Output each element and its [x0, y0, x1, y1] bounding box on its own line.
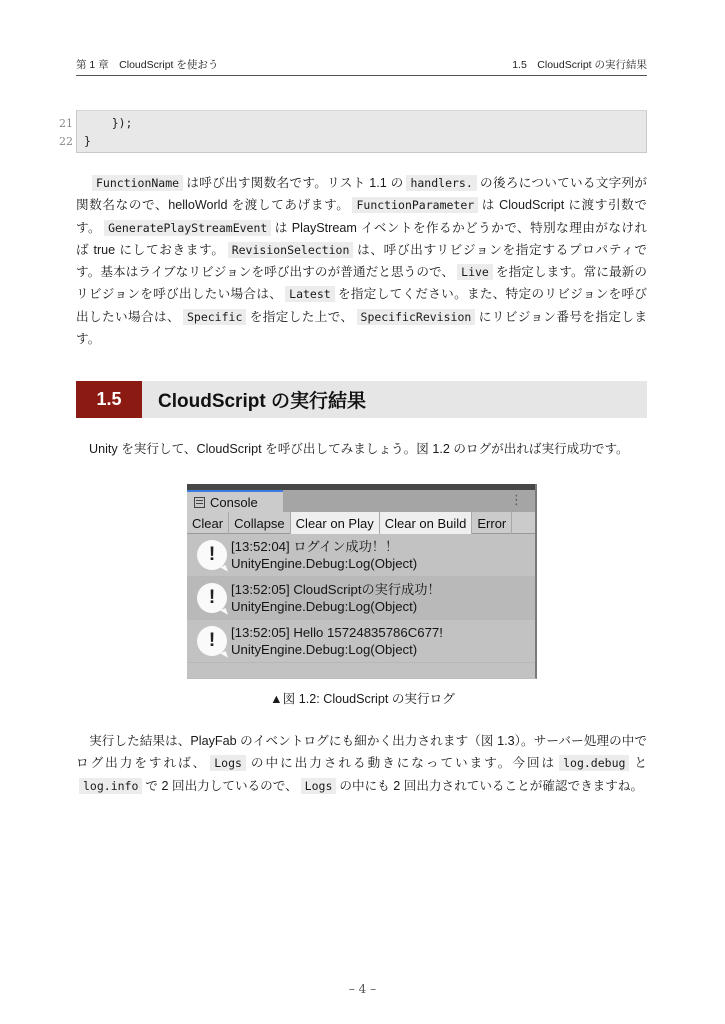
inline-code: handlers. — [406, 175, 476, 191]
tab-row — [187, 490, 535, 512]
info-message-icon: ! — [197, 626, 227, 656]
section-number: 1.5 — [76, 381, 142, 418]
clear-button[interactable]: Clear — [187, 512, 229, 534]
tab-console[interactable] — [187, 490, 283, 512]
info-message-icon: ! — [197, 583, 227, 613]
text: と — [632, 756, 648, 771]
paragraph-function-parameters — [76, 172, 647, 350]
log-entry[interactable] — [187, 534, 535, 577]
log-message: [13:52:05] CloudScriptの実行成功！ — [231, 582, 441, 597]
log-entry[interactable] — [187, 577, 535, 620]
code-text: } — [84, 134, 91, 148]
code-listing — [59, 110, 647, 153]
section-heading — [76, 381, 647, 418]
text: の中に出力される動きになっています。今回は — [248, 756, 557, 771]
log-stacktrace: UnityEngine.Debug:Log(Object) — [231, 599, 418, 614]
log-message: [13:52:05] Hello 15724835786C677! — [231, 625, 443, 640]
inline-code: Latest — [285, 286, 335, 302]
line-number: 21 — [59, 117, 73, 130]
inline-code: log.info — [79, 778, 142, 794]
log-message: [13:52:04] ログイン成功！！ — [231, 539, 399, 554]
inline-code: GeneratePlayStreamEvent — [104, 220, 271, 236]
text: は CloudScript に渡す引数です。 — [76, 198, 647, 235]
text: は PlayStream イベントを作るかどうかで、特別な理由がなければ true にしておきます。 — [76, 220, 647, 257]
text: を指定してください。また、特定のリビジョンを呼び出したい場合は、 — [76, 287, 648, 324]
log-text — [231, 538, 417, 572]
section-running-title: 1.5 CloudScript の実行結果 — [512, 59, 647, 71]
text: は、呼び出すリビジョンを指定するプロパティです。基本はライブなリビジョンを呼び出すのが普通だと思うので、 — [76, 242, 647, 280]
paragraph-intro — [76, 438, 647, 460]
inline-code: FunctionName — [92, 175, 183, 191]
clear-on-play-toggle[interactable]: Clear on Play — [291, 512, 380, 534]
text: 実行した結果は、PlayFab のイベントログにも細かく出力されます（図 1.3）。サーバー処理の中でログ出力をすれば、 — [76, 734, 647, 771]
collapse-toggle[interactable]: Collapse — [229, 512, 291, 534]
inline-code: Logs — [210, 755, 246, 771]
text: にリビジョン番号を指定します。 — [76, 309, 648, 347]
text: を指定します。常に最新のリビジョンを呼び出したい場合は、 — [76, 265, 647, 302]
code-line — [59, 114, 646, 133]
info-message-icon: ! — [197, 540, 227, 570]
inline-code: SpecificRevision — [357, 309, 476, 325]
console-toolbar — [187, 512, 535, 534]
log-text — [231, 581, 441, 615]
console-screenshot-figure — [187, 484, 537, 679]
text: を指定した上で、 — [249, 309, 354, 324]
code-line — [59, 132, 646, 151]
chapter-title: 第 1 章 CloudScript を使おう — [76, 59, 219, 71]
tab-label: Console — [210, 494, 258, 510]
inline-code: Live — [457, 264, 493, 280]
text: で 2 回出力しているので、 — [145, 778, 298, 793]
console-list-icon — [194, 497, 205, 508]
inline-code: Logs — [301, 778, 337, 794]
error-pause-toggle[interactable]: Error — [472, 512, 512, 534]
inline-code: RevisionSelection — [228, 242, 354, 258]
text: の中にも 2 回出力されていることが確認できますね。 — [339, 778, 644, 793]
running-header — [76, 58, 647, 76]
text: は呼び出す関数名です。リスト 1.1 の — [186, 176, 404, 190]
inline-code: Specific — [183, 309, 246, 325]
log-stacktrace: UnityEngine.Debug:Log(Object) — [231, 556, 418, 571]
kebab-menu-icon[interactable]: ⋮ — [510, 492, 523, 507]
page-number: – 4 – — [348, 982, 377, 996]
log-text — [231, 624, 443, 658]
line-number: 22 — [59, 135, 73, 148]
paragraph-playfab-logs — [76, 730, 647, 797]
text: Unity を実行して、CloudScript を呼び出してみましょう。図 1.2 のログが出れば実行成功です。 — [89, 442, 629, 456]
code-text: }); — [84, 116, 133, 130]
inline-code: FunctionParameter — [352, 197, 478, 213]
log-entry[interactable] — [187, 620, 535, 663]
clear-on-build-toggle[interactable]: Clear on Build — [380, 512, 473, 534]
figure-caption: ▲図 1.2: CloudScript の実行ログ — [270, 692, 455, 706]
inline-code: log.debug — [559, 755, 629, 771]
section-title: CloudScript の実行結果 — [158, 391, 366, 412]
log-stacktrace: UnityEngine.Debug:Log(Object) — [231, 642, 418, 657]
text: の後ろについている文字列が関数名なので、helloWorld を渡してあげます。 — [76, 176, 647, 213]
